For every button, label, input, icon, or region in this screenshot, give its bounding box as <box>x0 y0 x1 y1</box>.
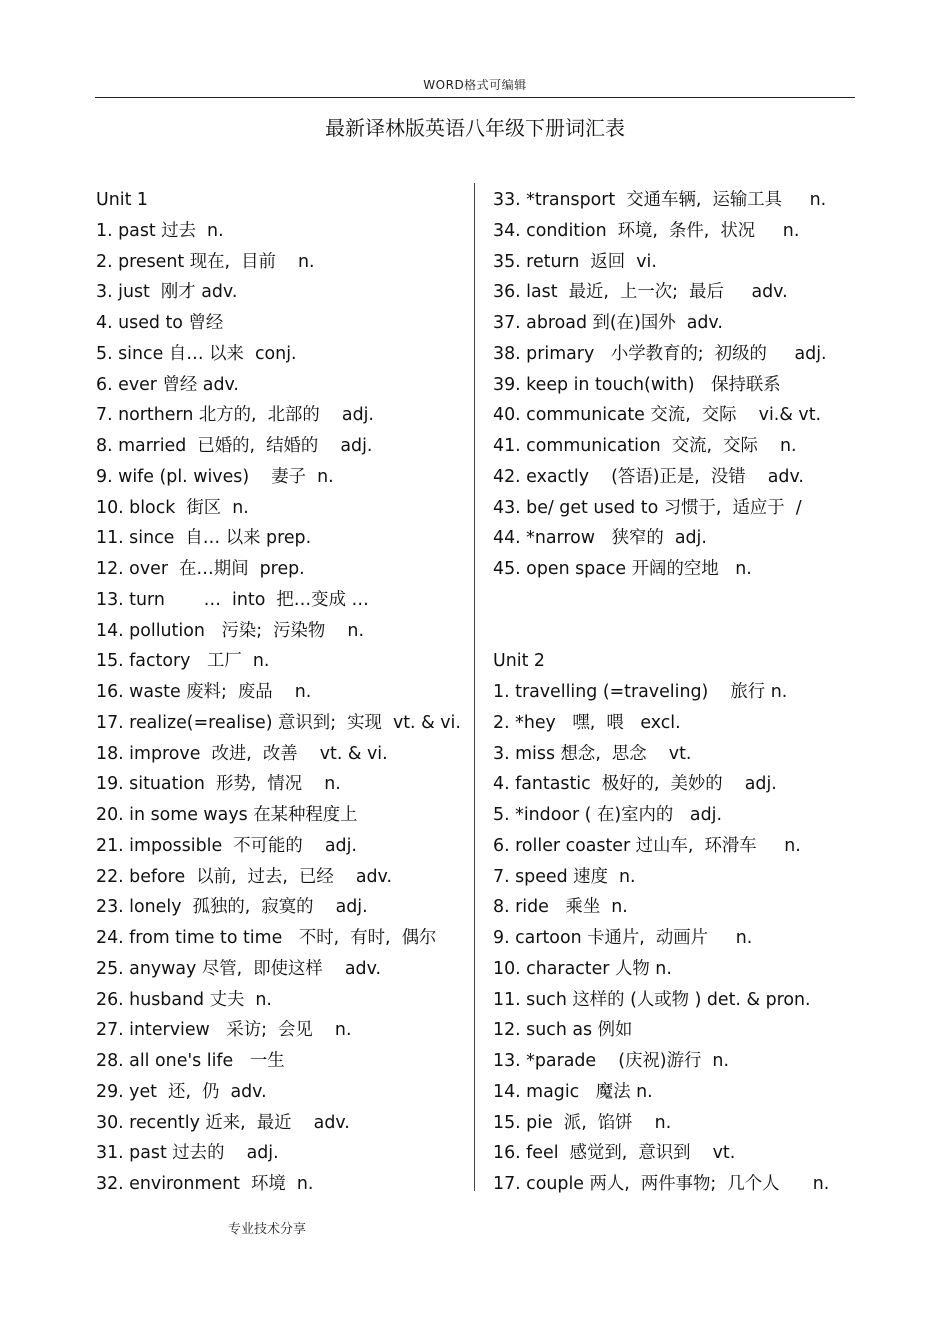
vocab-line: 14. pollution 污染; 污染物 n. <box>96 620 364 641</box>
vocab-line: 22. before 以前, 过去, 已经 adv. <box>96 866 392 887</box>
vocab-line: 5. since 自… 以来 conj. <box>96 343 297 364</box>
vocab-line: 39. keep in touch(with) 保持联系 <box>493 374 781 395</box>
vocab-line: 38. primary 小学教育的; 初级的 adj. <box>493 343 827 364</box>
vocab-line: 44. *narrow 狭窄的 adj. <box>493 528 707 549</box>
vocab-line: 13. turn … into 把…变成 … <box>96 589 369 610</box>
vocab-line: 43. be/ get used to 习惯于, 适应于 / <box>493 497 802 518</box>
vocab-line: 29. yet 还, 仍 adv. <box>96 1081 267 1102</box>
vocab-line <box>493 585 853 616</box>
vocab-line: Unit 2 <box>493 651 545 672</box>
page-header: WORD格式可编辑 <box>423 78 527 92</box>
vocab-line: 7. speed 速度 n. <box>493 866 636 887</box>
vocab-line: 8. ride 乘坐 n. <box>493 897 628 918</box>
vocab-line: 21. impossible 不可能的 adj. <box>96 835 357 856</box>
vocab-line: 13. *parade (庆祝)游行 n. <box>493 1051 729 1071</box>
vocab-line: 2. *hey 嘿, 喂 excl. <box>493 712 681 733</box>
vocab-line: 18. improve 改进, 改善 vt. & vi. <box>96 743 388 764</box>
vocab-line: 9. wife (pl. wives) 妻子 n. <box>96 466 334 487</box>
document-title: 最新译林版英语八年级下册词汇表 <box>325 116 625 140</box>
vocab-line: 11. since 自… 以来 prep. <box>96 528 312 549</box>
vocab-line: 2. present 现在, 目前 n. <box>96 251 315 272</box>
vocab-line: 10. block 街区 n. <box>96 497 249 518</box>
vocab-line: 36. last 最近, 上一次; 最后 adv. <box>493 282 788 303</box>
vocab-line: 40. communicate 交流, 交际 vi.& vt. <box>493 405 822 426</box>
vocab-line: 1. travelling (=traveling) 旅行 n. <box>493 682 788 702</box>
header-divider <box>95 97 855 98</box>
vocab-line: 27. interview 采访; 会见 n. <box>96 1020 352 1041</box>
vocab-line: 37. abroad 到(在)国外 adv. <box>493 313 723 333</box>
vocab-line: 4. fantastic 极好的, 美妙的 adj. <box>493 774 777 795</box>
vocab-line: 17. couple 两人, 两件事物; 几个人 n. <box>493 1174 830 1194</box>
vocab-line: 12. over 在…期间 prep. <box>96 559 305 579</box>
vocab-line: 12. such as 例如 <box>493 1020 633 1041</box>
vocab-line: 23. lonely 孤独的, 寂寞的 adj. <box>96 897 368 918</box>
vocab-line: 24. from time to time 不时, 有时, 偶尔 <box>96 928 437 948</box>
vocab-line: 17. realize(=realise) 意识到; 实现 vt. & vi. <box>96 712 461 733</box>
vocab-line: 26. husband 丈夫 n. <box>96 989 272 1010</box>
vocab-column-right <box>493 185 853 1200</box>
vocab-line: 14. magic 魔法 n. <box>493 1081 653 1102</box>
vocab-line: 8. married 已婚的, 结婚的 adj. <box>96 436 373 456</box>
vocab-line: 20. in some ways 在某种程度上 <box>96 805 358 825</box>
vocab-line: 33. *transport 交通车辆, 运输工具 n. <box>493 190 827 210</box>
vocab-line: 10. character 人物 n. <box>493 958 672 979</box>
vocab-line: 16. feel 感觉到, 意识到 vt. <box>493 1143 736 1164</box>
vocab-line: 7. northern 北方的, 北部的 adj. <box>96 405 374 426</box>
vocab-line: 1. past 过去 n. <box>96 220 224 241</box>
vocab-line: 9. cartoon 卡通片, 动画片 n. <box>493 928 753 948</box>
column-divider <box>474 183 475 1191</box>
vocab-line: 6. roller coaster 过山车, 环滑车 n. <box>493 835 801 856</box>
vocab-line: 28. all one's life 一生 <box>96 1051 285 1071</box>
vocab-line: Unit 1 <box>96 190 148 210</box>
vocab-line: 35. return 返回 vi. <box>493 251 657 272</box>
vocab-line: 32. environment 环境 n. <box>96 1174 314 1194</box>
vocab-line: 16. waste 废料; 废品 n. <box>96 682 312 702</box>
vocab-line: 6. ever 曾经 adv. <box>96 374 239 395</box>
vocab-line: 4. used to 曾经 <box>96 313 224 333</box>
vocab-column-left <box>96 185 468 1200</box>
page-footer: 专业技术分享 <box>228 1222 307 1237</box>
vocab-line: 11. such 这样的 (人或物 ) det. & pron. <box>493 989 811 1010</box>
vocab-line: 3. miss 想念, 思念 vt. <box>493 743 692 764</box>
vocab-line: 3. just 刚才 adv. <box>96 282 238 303</box>
vocab-line: 15. pie 派, 馅饼 n. <box>493 1112 672 1133</box>
vocab-line: 30. recently 近来, 最近 adv. <box>96 1112 350 1133</box>
vocab-line: 19. situation 形势, 情况 n. <box>96 774 341 795</box>
vocab-line: 15. factory 工厂 n. <box>96 651 270 672</box>
vocab-line <box>493 616 853 647</box>
vocab-line: 5. *indoor ( 在)室内的 adj. <box>493 805 722 825</box>
vocab-line: 42. exactly (答语)正是, 没错 adv. <box>493 466 804 487</box>
vocab-line: 41. communication 交流, 交际 n. <box>493 436 797 456</box>
vocab-line: 31. past 过去的 adj. <box>96 1143 279 1164</box>
vocab-line: 45. open space 开阔的空地 n. <box>493 559 752 579</box>
vocab-line: 34. condition 环境, 条件, 状况 n. <box>493 220 800 241</box>
vocab-line: 25. anyway 尽管, 即使这样 adv. <box>96 958 382 979</box>
